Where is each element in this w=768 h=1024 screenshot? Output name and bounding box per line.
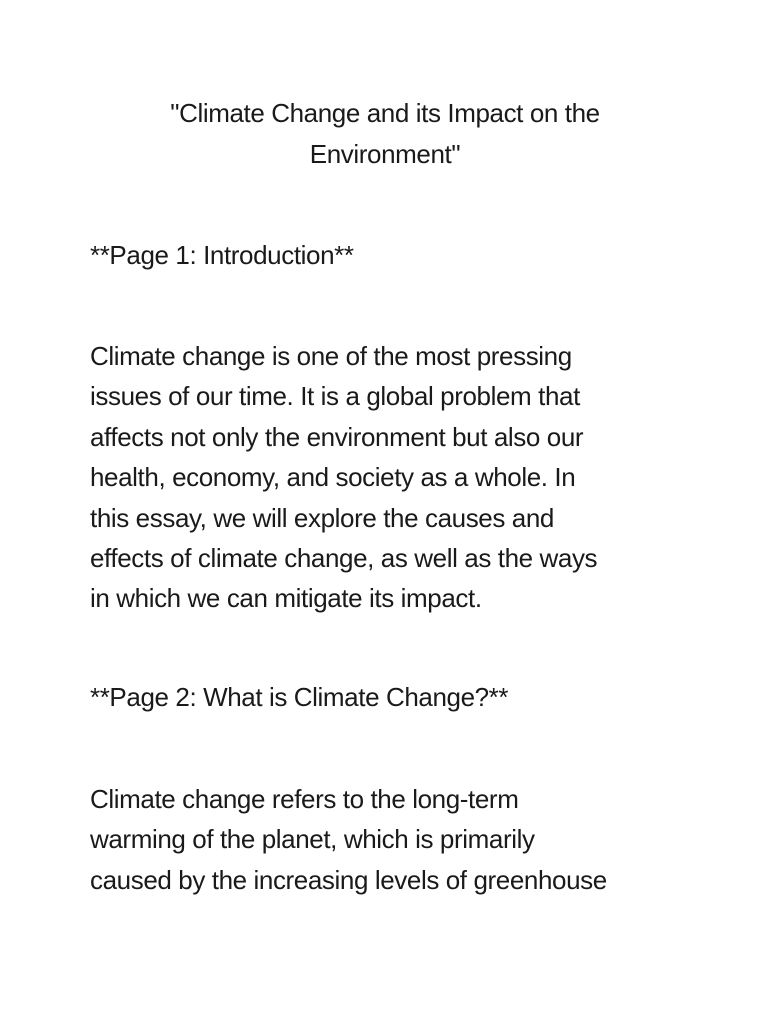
paragraph-line: warming of the planet, which is primarily <box>90 824 535 855</box>
paragraph-line: issues of our time. It is a global problem that <box>90 381 580 412</box>
section-paragraph-introduction <box>90 336 690 619</box>
section-heading-page-2: **Page 2: What is Climate Change?** <box>90 682 509 712</box>
paragraph-line: Climate change refers to the long-term <box>90 784 519 814</box>
paragraph-line: caused by the increasing levels of greenhouse <box>90 864 607 895</box>
section-heading-page-1: **Page 1: Introduction** <box>90 240 354 270</box>
paragraph-line: affects not only the environment but also our <box>90 421 584 452</box>
paragraph-line: in which we can mitigate its impact. <box>90 583 482 614</box>
document-title <box>90 93 680 175</box>
paragraph-line: effects of climate change, as well as the ways <box>90 543 598 574</box>
paragraph-line: Climate change is one of the most pressing <box>90 341 572 371</box>
section-paragraph-what-is-climate-change <box>90 779 690 900</box>
title-line: "Climate Change and its Impact on the <box>170 98 600 128</box>
title-line: Environment" <box>309 139 461 169</box>
paragraph-line: this essay, we will explore the causes and <box>90 502 554 533</box>
paragraph-line: health, economy, and society as a whole. In <box>90 462 576 493</box>
